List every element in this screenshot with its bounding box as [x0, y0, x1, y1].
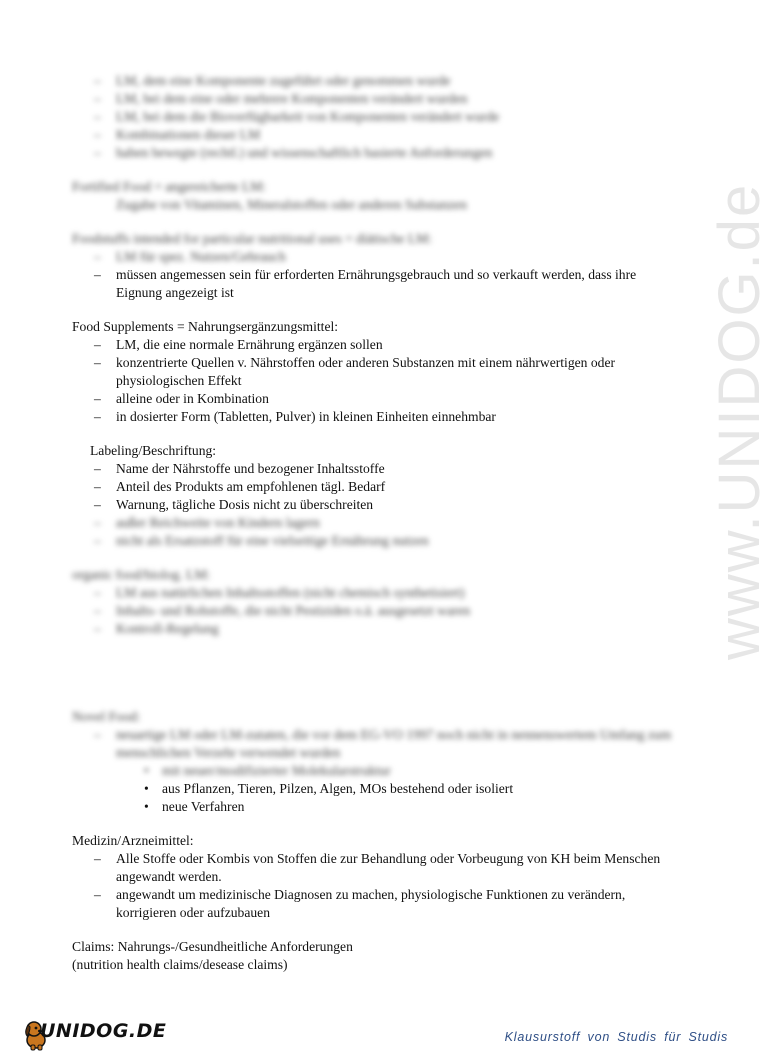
- section-labeling: [72, 442, 682, 550]
- list-item: – LM, die eine normale Ernährung ergänzen sollen: [72, 336, 682, 354]
- list-item: – in dosierter Form (Tabletten, Pulver) in kleinen Einheiten einnehmbar: [72, 408, 682, 426]
- blank-space: [72, 654, 682, 708]
- logo-text: UNIDOG.DE: [40, 1020, 167, 1042]
- section-heading: Novel Food:: [72, 709, 141, 724]
- section-novel: [72, 708, 682, 816]
- claims-line: Claims: Nahrungs-/Gesundheitliche Anforderungen: [72, 939, 353, 954]
- list-item: – nicht als Ersatzstoff für eine vielseitige Ernährung nutzen: [72, 532, 682, 550]
- list-item: – LM aus natürlichen Inhaltsstoffen (nicht chemisch synthetisiert): [72, 584, 682, 602]
- list-item: – alleine oder in Kombination: [72, 390, 682, 408]
- novel-bullets: [72, 762, 682, 816]
- document-content: [72, 72, 682, 990]
- list-item: – LM, bei dem die Bioverfügbarkeit von Komponenten verändert wurde: [72, 108, 682, 126]
- list-item: – haben bewegte (rechtl.) und wissenschaftlich basierte Anforderungen: [72, 144, 682, 162]
- list-item: – LM, bei dem eine oder mehrere Komponenten verändert wurden: [72, 90, 682, 108]
- section-heading: Food Supplements = Nahrungsergänzungsmittel:: [72, 319, 339, 334]
- section-medizin: [72, 832, 682, 922]
- section-heading: Medizin/Arzneimittel:: [72, 833, 194, 848]
- labeling-list: [72, 460, 682, 550]
- section-supplements: [72, 318, 682, 426]
- list-item: – müssen angemessen sein für erforderten Ernährungsgebrauch und so verkauft werden, dass ihre Eignung angezeigt ist: [72, 266, 682, 302]
- intro-list: [72, 72, 682, 162]
- section-foodstuffs: [72, 230, 682, 302]
- list-item: – Name der Nährstoffe und bezogener Inhaltsstoffe: [72, 460, 682, 478]
- watermark: www.UNIDOG.de: [707, 182, 772, 660]
- list-item: – Anteil des Produkts am empfohlenen tägl. Bedarf: [72, 478, 682, 496]
- list-item: – Kontroll-Regelung: [72, 620, 682, 638]
- section-fortified: [72, 178, 682, 214]
- list-item: – Warnung, tägliche Dosis nicht zu überschreiten: [72, 496, 682, 514]
- list-item: – LM für spez. Nutzen/Gebrauch: [72, 248, 682, 266]
- section-heading: Fortified Food = angereicherte LM:: [72, 179, 267, 194]
- novel-list: [72, 726, 682, 762]
- section-intro: [72, 72, 682, 162]
- bullet-item: • mit neuer/modifizierter Molekularstruktur: [72, 762, 682, 780]
- foodstuffs-list: [72, 248, 682, 302]
- list-item: – außer Reichweite von Kindern lagern: [72, 514, 682, 532]
- section-claims: [72, 938, 682, 974]
- list-item: – Kombinationen dieser LM: [72, 126, 682, 144]
- list-item: – Alle Stoffe oder Kombis von Stoffen die zur Behandlung oder Vorbeugung von KH beim Menschen angewandt werden.: [72, 850, 682, 886]
- section-heading: Foodstuffs intended for particular nutritional uses = diätische LM:: [72, 231, 433, 246]
- list-item: – neuartige LM oder LM-zutaten, die vor dem EG-VO 1997 noch nicht in nennenswertem Umfang zum menschlichen Verzehr verwendet wurden: [72, 726, 682, 762]
- medizin-list: [72, 850, 682, 922]
- footer-tagline: Klausurstoff von Studis für Studis: [504, 1030, 728, 1044]
- organic-list: [72, 584, 682, 638]
- claims-line: (nutrition health claims/desease claims): [72, 957, 288, 972]
- section-heading: Labeling/Beschriftung:: [90, 443, 217, 458]
- section-heading: organic food/biolog. LM:: [72, 567, 211, 582]
- supplements-list: [72, 336, 682, 426]
- list-item: – LM, dem eine Komponente zugeführt oder genommen wurde: [72, 72, 682, 90]
- section-organic: [72, 566, 682, 638]
- list-item: – konzentrierte Quellen v. Nährstoffen oder anderen Substanzen mit einem nährwertigen oder physiologischen Effekt: [72, 354, 682, 390]
- section-line: Zugabe von Vitaminen, Mineralstoffen oder anderen Substanzen: [116, 197, 467, 212]
- list-item: – angewandt um medizinische Diagnosen zu machen, physiologische Funktionen zu verändern, korrigieren oder aufzubauen: [72, 886, 682, 922]
- list-item: – Inhalts- und Rohstoffe, die nicht Pestiziden o.ä. ausgesetzt waren: [72, 602, 682, 620]
- page-footer: [0, 1012, 750, 1060]
- bullet-item: • aus Pflanzen, Tieren, Pilzen, Algen, MOs bestehend oder isoliert: [72, 780, 682, 798]
- bullet-item: • neue Verfahren: [72, 798, 682, 816]
